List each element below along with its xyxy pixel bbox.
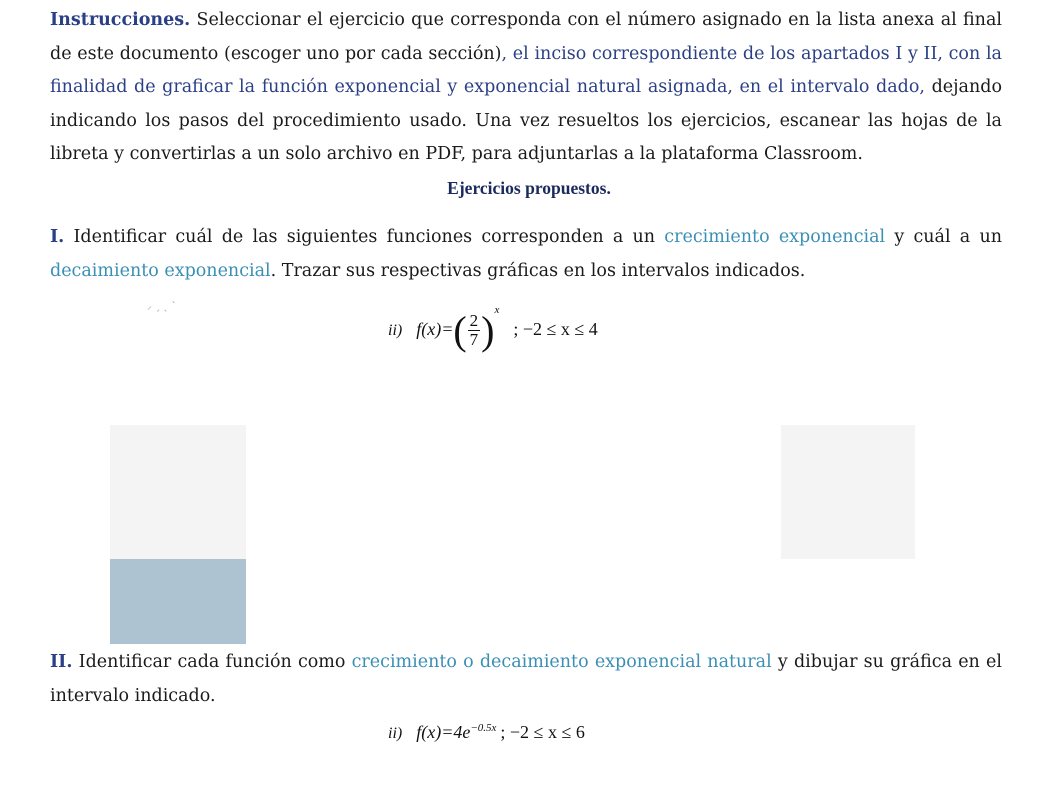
section-1-text-c: . Trazar sus respectivas gráficas en los intervalos indicados. [270, 260, 806, 281]
section-2-text-a: Identificar cada función como [72, 652, 352, 672]
decay-link-text: decaimiento exponencial [50, 260, 271, 281]
redaction-block-light-left [110, 425, 246, 559]
section-2-func: f(x)=4e [416, 722, 471, 742]
scan-speck: ⸝ ˏ ˎ ˋ [147, 301, 177, 312]
redaction-block-light-right [781, 425, 915, 559]
instructions-paragraph [50, 4, 1002, 172]
fraction [468, 312, 481, 349]
section-1-text-a: Identificar cuál de las siguientes funciones corresponden a un [64, 227, 665, 247]
section-2-exponent: −0.5x [470, 722, 497, 734]
section-1-exponent: x [494, 304, 500, 316]
natural-exponential-link-text: crecimiento o decaimiento exponencial natural [351, 652, 772, 672]
section-2-interval: ; −2 ≤ x ≤ 6 [500, 722, 585, 742]
section-2-equation [388, 722, 585, 743]
growth-link-text: crecimiento exponencial [664, 227, 886, 247]
section-2-paragraph [50, 646, 1002, 713]
exercises-heading: Ejercicios propuestos. [447, 178, 611, 198]
section-1-item-label: ii) [388, 322, 403, 339]
redaction-block-blue [110, 559, 246, 644]
section-1-equation: ii) f(x)=( $\frac{2}{7}$ )$^x$; −2 ≤ x ≤ 4 [388, 304, 598, 353]
section-1-paragraph [50, 221, 1002, 288]
instructions-label: Instrucciones. [50, 10, 191, 30]
section-2-numeral: II. [50, 652, 73, 672]
section-1-interval: ; −2 ≤ x ≤ 4 [513, 319, 598, 339]
section-1-func-lhs: f(x)= [416, 319, 454, 339]
section-1-text-b: y cuál a un [885, 227, 1002, 247]
section-2-item-label: ii) [388, 725, 403, 742]
instructions-text-c: dejando indicando los pasos del procedimiento usado. Una vez resueltos los ejercicios, escanear las hojas de la libreta y convertirlas a un solo archivo en PDF, para adjuntarlas a la plataforma Classroom. [50, 77, 1003, 164]
instructions-text-a: Seleccionar el ejercicio que corresponda con el número asignado en la lista anexa al final de este documento (escoger uno por cada sección) [50, 10, 1002, 64]
fraction-numerator: 2 [469, 311, 479, 331]
instructions-text-b: , el inciso correspondiente de los apartados I y II, con la finalidad de graficar la función exponencial y exponencial natural asignada, en el intervalo dado, [50, 43, 1002, 97]
section-2-text-b: y dibujar su gráfica en el intervalo indicado. [50, 652, 1002, 706]
section-1-numeral: I. [50, 227, 65, 247]
fraction-denominator: 7 [469, 330, 479, 350]
